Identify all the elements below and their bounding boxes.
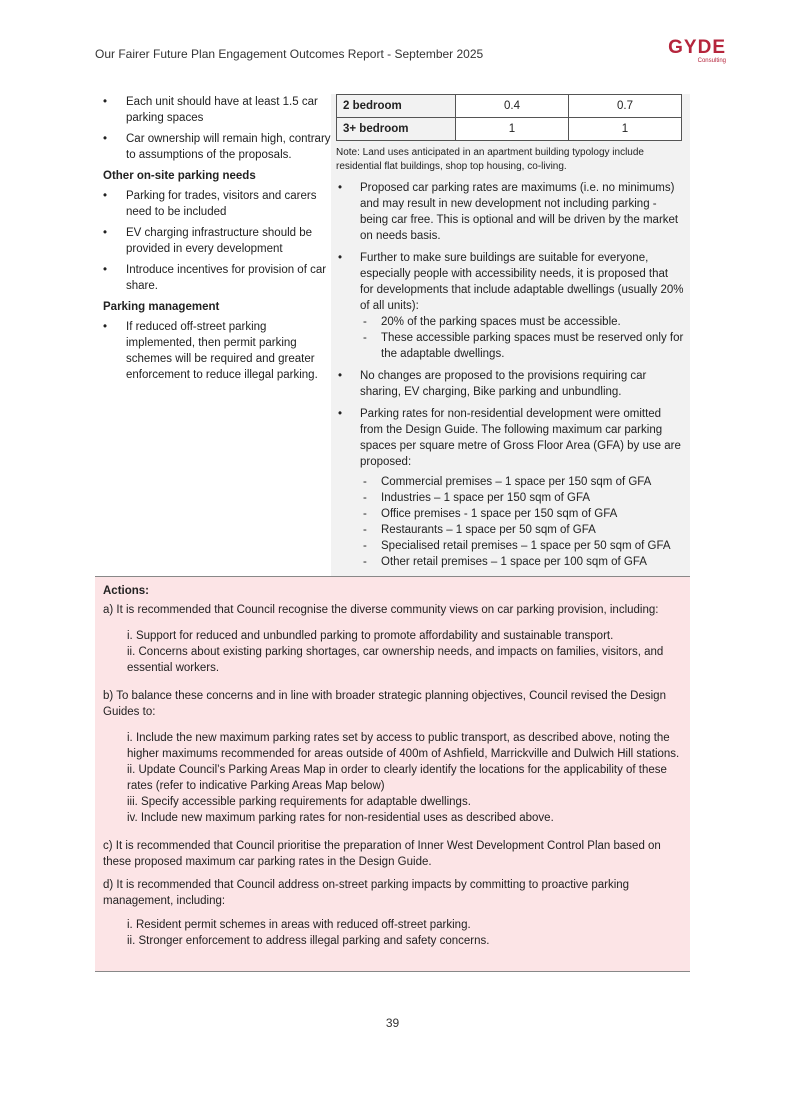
action-a-item: ii. Concerns about existing parking shortages, car ownership needs, and impacts on families, visitors, and essential workers.	[127, 646, 664, 674]
list-item	[331, 250, 690, 362]
feedback-list-top	[95, 94, 331, 163]
action-b: b) To balance these concerns and in line with broader strategic planning objectives, Council revised the Design Guides to:	[103, 690, 666, 718]
dash-item: - Restaurants – 1 space per 50 sqm of GFA	[331, 522, 684, 538]
page-number: 39	[385, 1016, 400, 1030]
proposal-list	[331, 180, 690, 576]
table-cell: 1	[456, 118, 569, 141]
action-b-item: i. Include the new maximum parking rates set by access to public transport, as described above, noting the higher maximums recommended for areas outside of 400m of Ashfield, Marrickville and Dulwich Hill stations.	[127, 732, 680, 760]
dash-item: - Industries – 1 space per 150 sqm of GFA	[331, 490, 684, 506]
dash-item: - Commercial premises – 1 space per 150 sqm of GFA	[331, 474, 684, 490]
logo-subtext: Consulting	[697, 58, 726, 64]
action-b-item: iv. Include new maximum parking rates for non-residential uses as described above.	[127, 812, 554, 824]
logo-text: GYDE	[668, 37, 726, 58]
action-d-item: ii. Stronger enforcement to address illegal parking and safety concerns.	[127, 935, 490, 947]
gyde-logo	[636, 38, 726, 65]
list-item: • If reduced off-street parking implemented, then permit parking schemes will be required and greater enforcement to reduce illegal parking.	[95, 319, 331, 383]
action-b-item: iii. Specify accessible parking requirements for adaptable dwellings.	[127, 796, 471, 808]
section-heading-other-parking: Other on-site parking needs	[103, 170, 256, 182]
table-cell: 0.7	[569, 95, 682, 118]
list-item-text: • Parking rates for non-residential development were omitted from the Design Guide. The following maximum car parking spaces per square metre of Gross Floor Area (GFA) by use are proposed:	[360, 408, 681, 468]
list-item: • Parking for trades, visitors and carers need to be included	[95, 188, 331, 220]
list-item: • Introduce incentives for provision of car share.	[95, 262, 331, 294]
actions-box	[95, 576, 690, 972]
table-cell: 0.4	[456, 95, 569, 118]
list-item: • No changes are proposed to the provisions requiring car sharing, EV charging, Bike parking and unbundling.	[331, 368, 690, 400]
table-row	[337, 118, 682, 141]
other-parking-list	[95, 188, 331, 294]
community-feedback-column	[95, 94, 331, 576]
action-c: c) It is recommended that Council prioritise the preparation of Inner West Development Control Plan based on these proposed maximum car parking rates in the Design Guide.	[103, 840, 661, 868]
action-d-item: i. Resident permit schemes in areas with reduced off-street parking.	[127, 919, 471, 931]
list-item: • EV charging infrastructure should be provided in every development	[95, 225, 331, 257]
parking-management-list	[95, 319, 331, 383]
list-item: • Car ownership will remain high, contrary to assumptions of the proposals.	[95, 131, 331, 163]
list-item	[331, 406, 690, 570]
table-row	[337, 95, 682, 118]
list-item: • Proposed car parking rates are maximums (i.e. no minimums) and may result in new development not including parking - being car free. This is optional and will be driven by the market on needs basis.	[331, 180, 690, 244]
action-b-item: ii. Update Council’s Parking Areas Map in order to clearly identify the locations for the applicability of these rates (refer to indicative Parking Areas Map below)	[127, 764, 667, 792]
dash-item: - 20% of the parking spaces must be accessible.	[331, 314, 684, 330]
table-cell-label: 2 bedroom	[337, 95, 456, 118]
list-item-text: • Further to make sure buildings are suitable for everyone, especially people with accessibility needs, it is proposed that for developments that include adaptable dwellings (usually 20% of all units):	[360, 252, 684, 312]
page-header-title: Our Fairer Future Plan Engagement Outcomes Report - September 2025	[95, 47, 484, 61]
action-a: a) It is recommended that Council recognise the diverse community views on car parking provision, including:	[103, 604, 659, 616]
proposal-response-column	[331, 94, 690, 576]
dash-item: - These accessible parking spaces must be reserved only for the adaptable dwellings.	[331, 330, 684, 362]
bedroom-parking-table	[336, 94, 682, 141]
dash-item: - Specialised retail premises – 1 space per 50 sqm of GFA	[331, 538, 684, 554]
action-d: d) It is recommended that Council address on-street parking impacts by committing to proactive parking management, including:	[103, 879, 630, 907]
table-note: Note: Land uses anticipated in an apartment building typology include residential flat buildings, shop top housing, co-living.	[336, 147, 644, 172]
dash-item: - Other retail premises – 1 space per 100 sqm of GFA	[331, 554, 684, 570]
section-heading-parking-management: Parking management	[103, 301, 220, 313]
action-a-item: i. Support for reduced and unbundled parking to promote affordability and sustainable transport.	[127, 630, 614, 642]
list-item: • Each unit should have at least 1.5 car parking spaces	[95, 94, 331, 126]
table-cell-label: 3+ bedroom	[337, 118, 456, 141]
table-cell: 1	[569, 118, 682, 141]
dash-item: - Office premises - 1 space per 150 sqm of GFA	[331, 506, 684, 522]
actions-heading: Actions:	[103, 585, 149, 597]
